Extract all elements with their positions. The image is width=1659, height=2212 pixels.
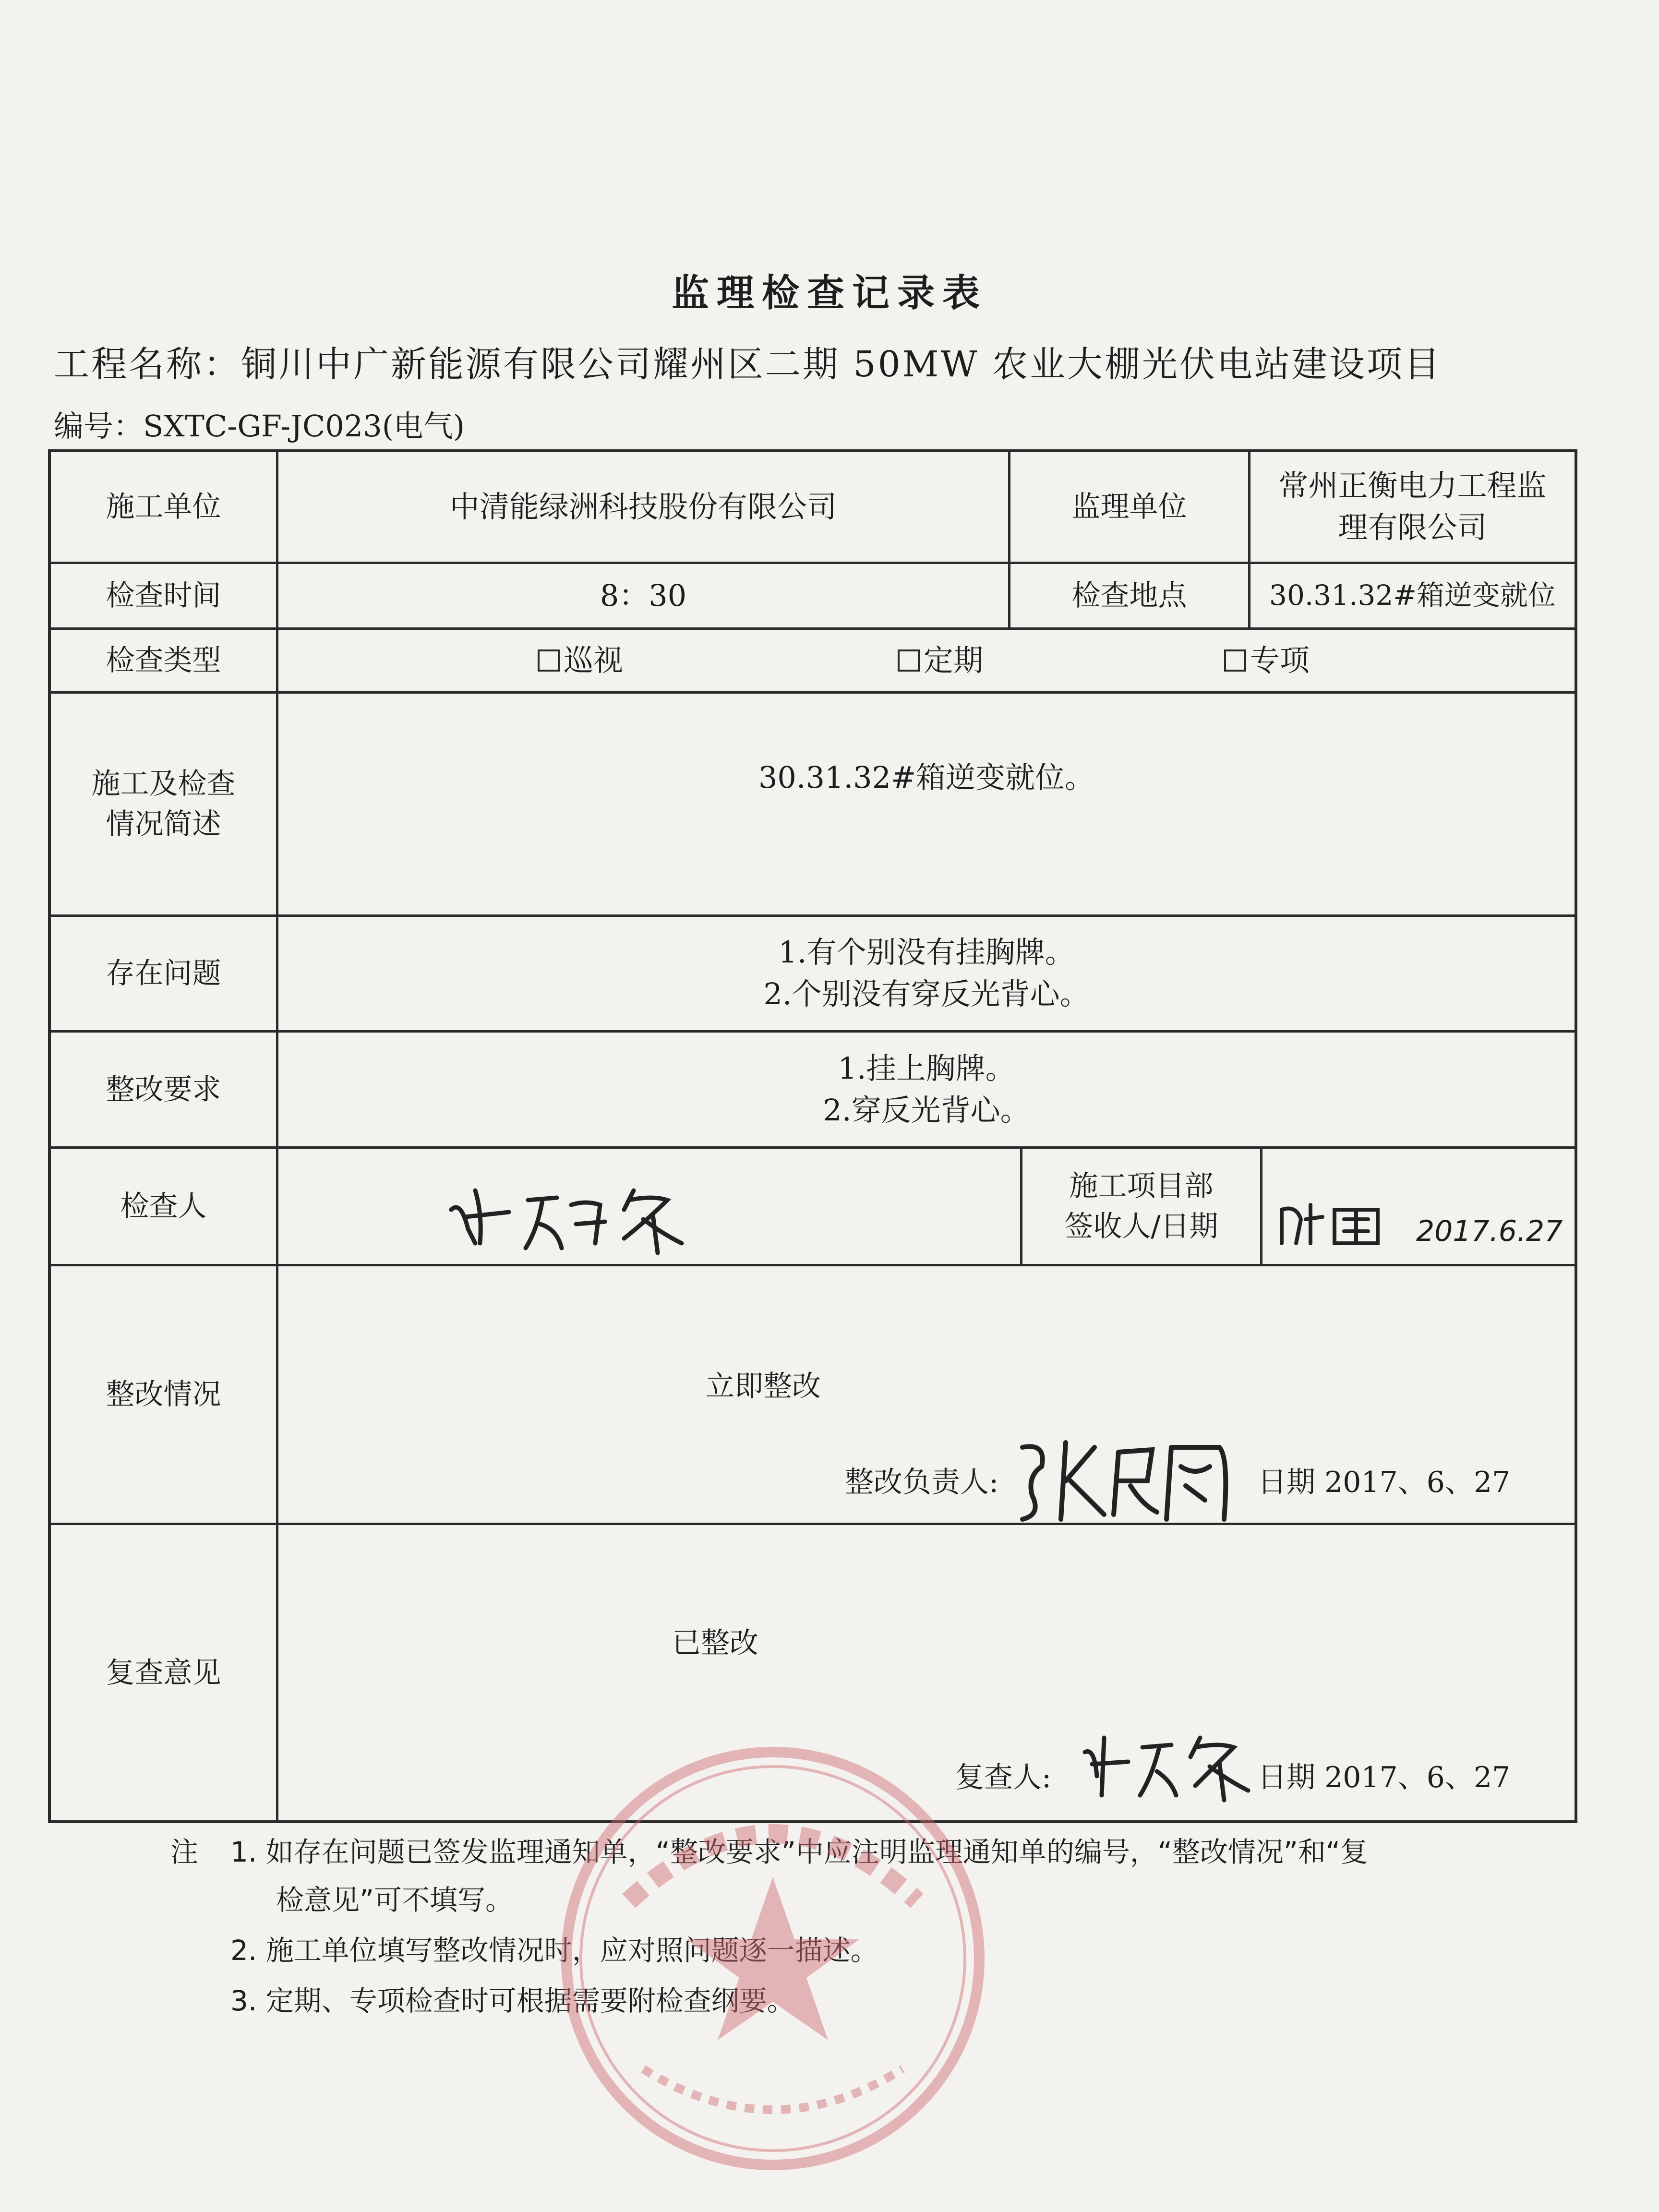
supervision-unit-line-1: 常州正衡电力工程监 — [1278, 468, 1547, 504]
summary-value: 30.31.32#箱逆变就位。 — [758, 759, 1095, 795]
receiver-label — [1022, 1149, 1260, 1264]
stamp-seal-icon — [552, 1738, 994, 2179]
note-item: 检意见”可不填写。 — [276, 1884, 514, 1916]
project-name: 工程名称：铜川中广新能源有限公司耀州区二期 50MW 农业大棚光伏电站建设项目 — [54, 344, 1442, 385]
receiver-date: 2017.6.27 — [1416, 1214, 1563, 1248]
requirements-label: 整改要求 — [106, 1072, 221, 1106]
problems-label: 存在问题 — [106, 957, 221, 990]
note-item: 3. 定期、专项检查时可根据需要附检查纲要。 — [230, 1984, 795, 2017]
reviewer-label: 复查人: — [955, 1761, 1052, 1794]
check-time-label: 检查时间 — [106, 579, 221, 613]
construction-unit-value: 中清能绿洲科技股份有限公司 — [449, 489, 837, 524]
rectify-signature-icon — [1013, 1428, 1238, 1524]
review-value: 已整改 — [672, 1626, 758, 1660]
checkbox-icon[interactable] — [1224, 649, 1246, 672]
problems-list — [278, 917, 1575, 1030]
check-type-option-label: 定期 — [924, 642, 984, 678]
check-type-option-label: 巡视 — [564, 642, 624, 678]
requirement-item: 2.穿反光背心。 — [823, 1092, 1030, 1128]
inspector-label: 检查人 — [120, 1190, 207, 1223]
problem-item: 1.有个别没有挂胸牌。 — [778, 935, 1075, 970]
receiver-signature-icon — [1277, 1190, 1421, 1258]
check-place-label: 检查地点 — [1071, 579, 1187, 613]
inspector-signature-icon — [442, 1171, 710, 1258]
summary-label-line-1: 施工及检查 — [91, 767, 236, 801]
check-type-special[interactable] — [1224, 630, 1368, 691]
rectify-date: 日期 2017、6、27 — [1258, 1466, 1511, 1499]
document-code: 编号：SXTC-GF-JC023(电气) — [54, 409, 465, 444]
rectify-status-label: 整改情况 — [106, 1378, 221, 1411]
check-place-value: 30.31.32#箱逆变就位 — [1269, 579, 1556, 612]
supervision-unit-line-2: 理有限公司 — [1338, 510, 1487, 545]
summary-label-line-2: 情况简述 — [106, 807, 221, 841]
reviewer-signature-icon — [1075, 1723, 1267, 1805]
receiver-label-line-1: 施工项目部 — [1069, 1169, 1214, 1203]
rectify-person-label: 整改负责人: — [845, 1466, 999, 1499]
note-item: 1. 如存在问题已签发监理通知单，“整改要求”中应注明监理通知单的编号，“整改情况”和“复 — [230, 1836, 1369, 1868]
problem-item: 2.个别没有穿反光背心。 — [763, 976, 1090, 1011]
check-type-label: 检查类型 — [106, 644, 221, 677]
requirement-item: 1.挂上胸牌。 — [838, 1050, 1015, 1086]
summary-label — [51, 694, 276, 914]
notes-prefix: 注 — [170, 1836, 199, 1868]
check-type-option-label: 专项 — [1250, 642, 1310, 678]
requirements-list — [278, 1033, 1575, 1146]
page-title: 监理检查记录表 — [671, 272, 987, 315]
receiver-label-line-2: 签收人/日期 — [1064, 1210, 1218, 1243]
construction-unit-label: 施工单位 — [106, 490, 221, 524]
note-item: 2. 施工单位填写整改情况时，应对照问题逐一描述。 — [230, 1934, 878, 1967]
rectify-status-value: 立即整改 — [706, 1370, 821, 1403]
supervision-unit-value — [1250, 452, 1575, 562]
col-divider — [1260, 1146, 1262, 1264]
review-date: 日期 2017、6、27 — [1258, 1761, 1511, 1794]
checkbox-icon[interactable] — [898, 649, 920, 672]
check-time-value: 8：30 — [600, 577, 687, 613]
check-type-periodic[interactable] — [898, 630, 1042, 691]
supervision-unit-label: 监理单位 — [1071, 490, 1187, 524]
review-label: 复查意见 — [106, 1656, 221, 1690]
checkbox-icon[interactable] — [538, 649, 560, 672]
check-type-patrol[interactable] — [538, 630, 682, 691]
